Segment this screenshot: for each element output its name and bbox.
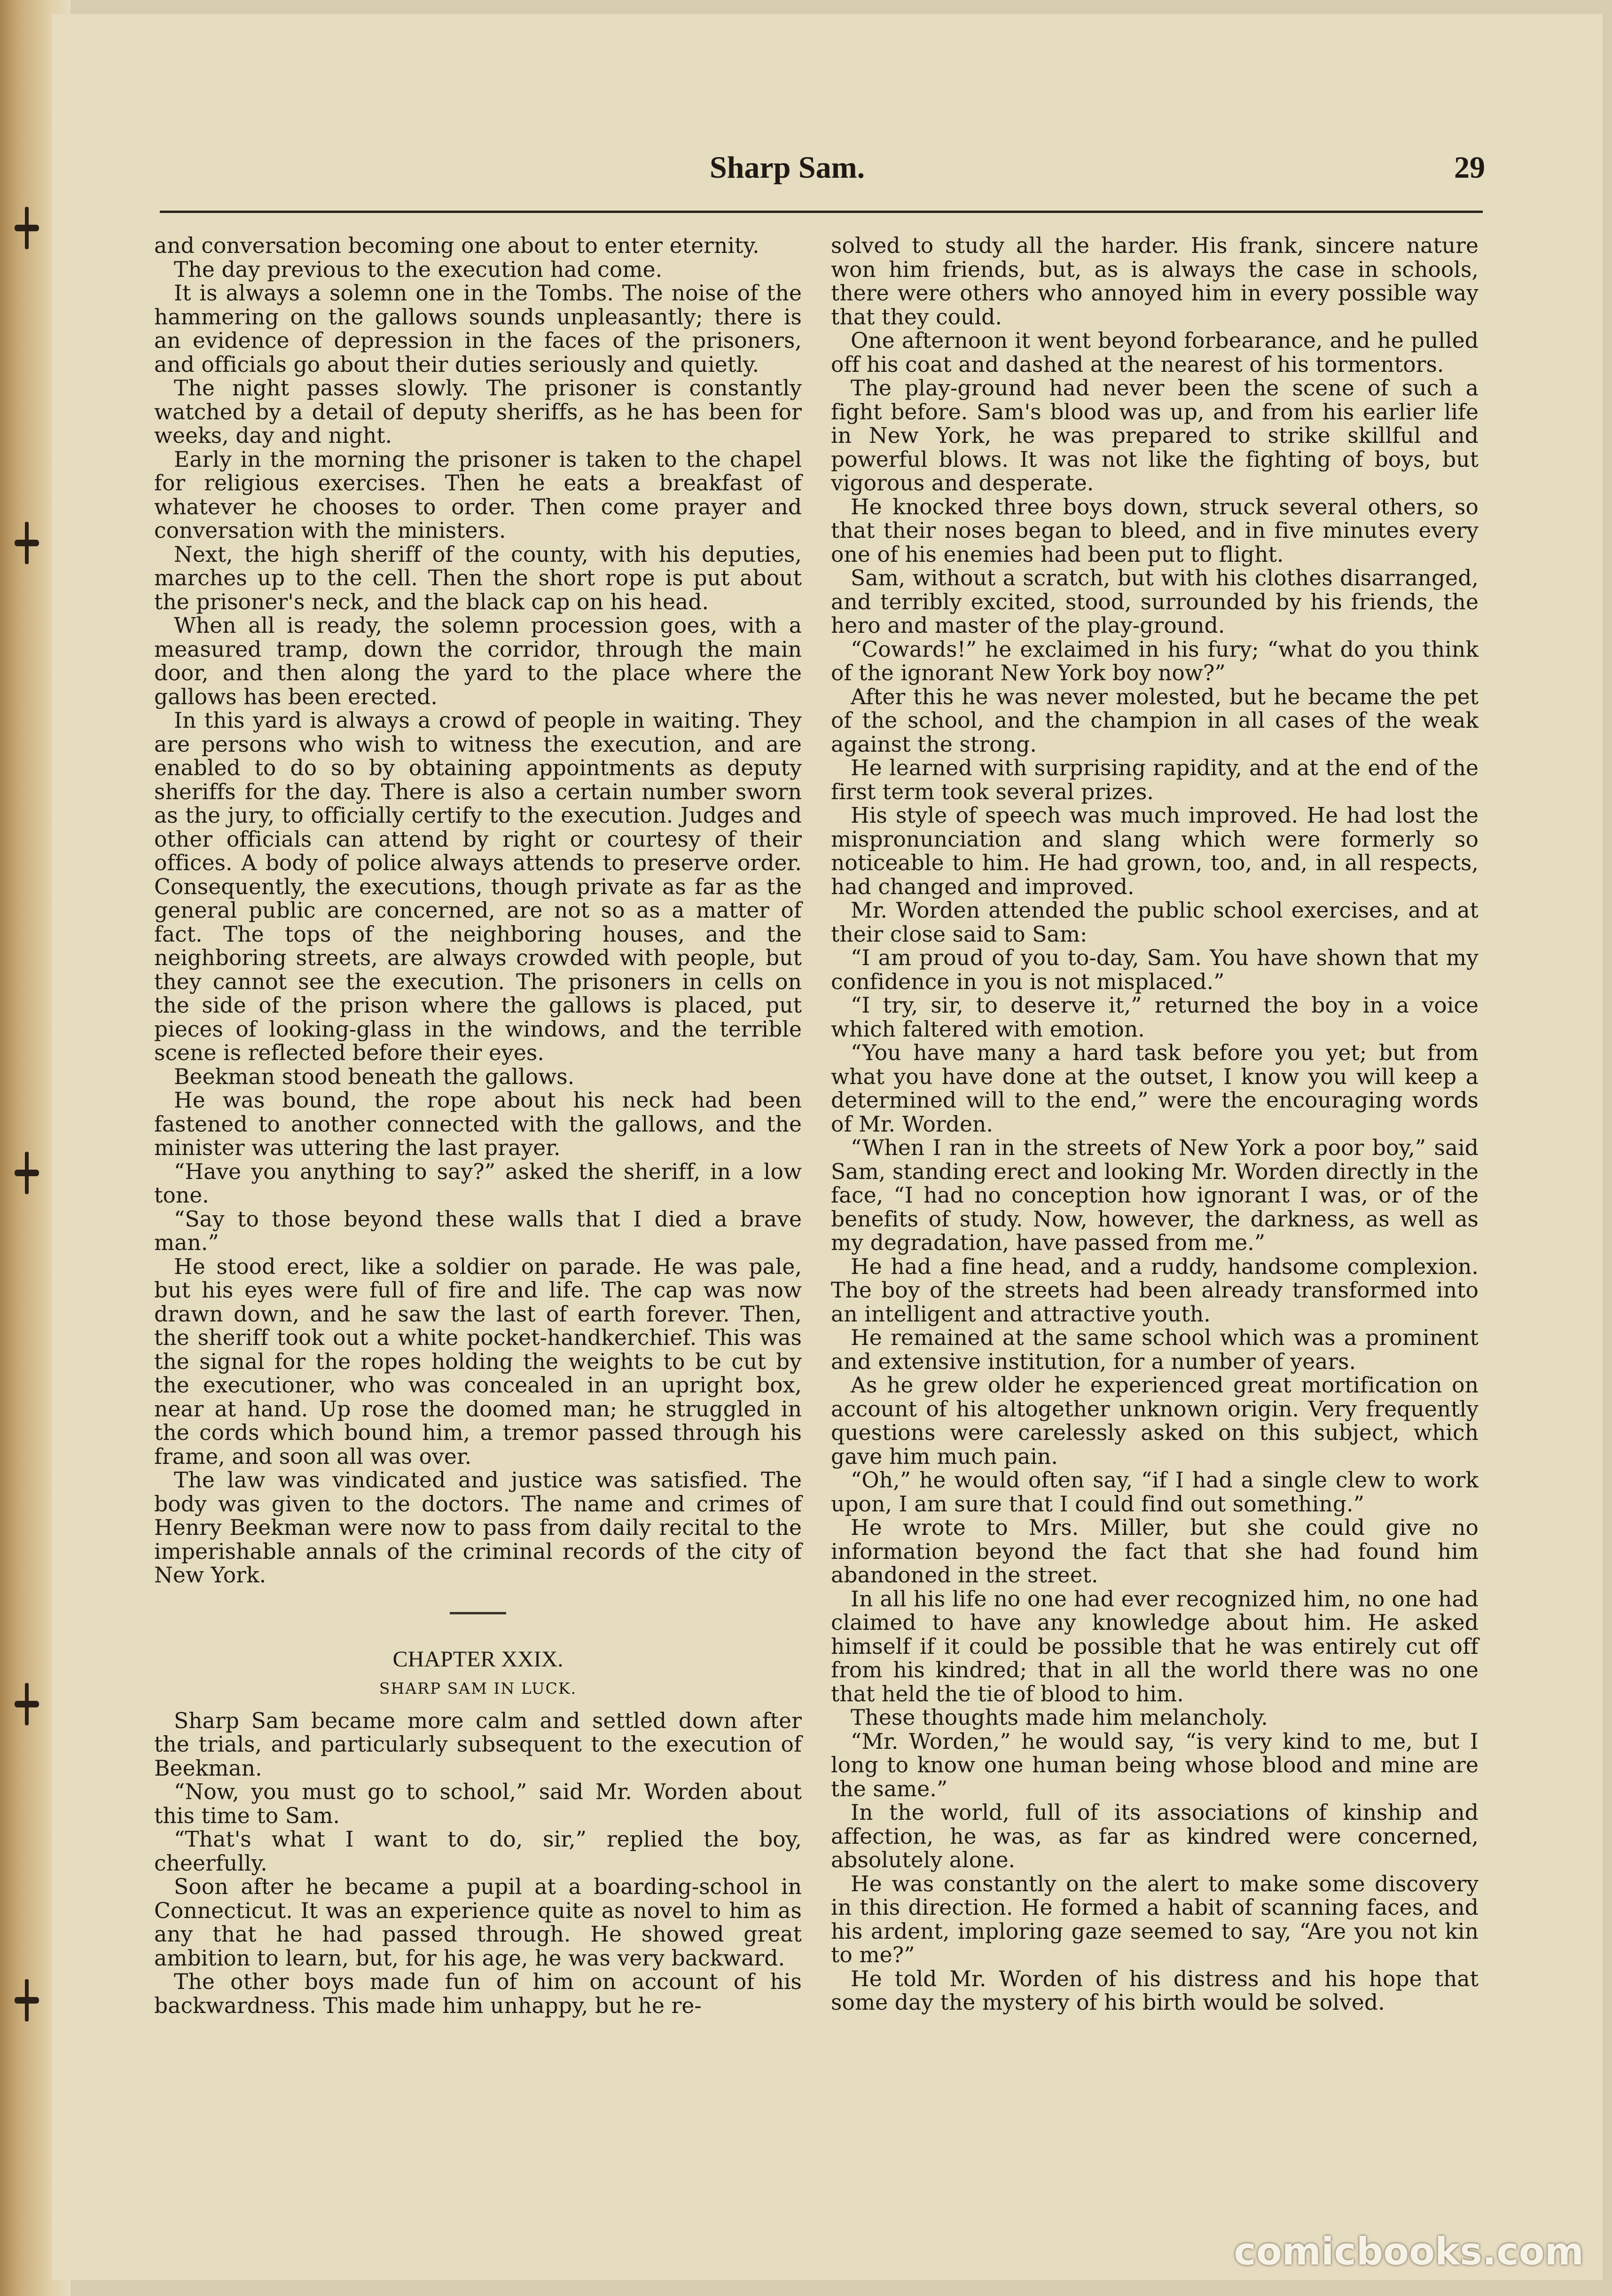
- paragraph: “Say to those beyond these walls that I died a brave man.”: [154, 1206, 802, 1255]
- paragraph: In all his life no one had ever recognized him, no one had claimed to have any knowledge about him. He asked himself if it could be possible that he was entirely cut off from his kindred; that in all the world there was no one that held the tie of blood to him.: [831, 1586, 1479, 1706]
- paragraph: “You have many a hard task before you yet; but from what you have done at the outset, I know you will keep a determined will to the end,” were the encouraging words of Mr. Worden.: [831, 1040, 1479, 1137]
- paragraph: It is always a solemn one in the Tombs. The noise of the hammering on the gallows sounds unpleasantly; there is an evidence of depression in the faces of the prisoners, and officials go about their duties seriously and quietly.: [154, 281, 802, 377]
- binding-stitch: [12, 207, 40, 249]
- binding-stitch: [12, 1683, 40, 1725]
- paragraph: “When I ran in the streets of New York a poor boy,” said Sam, standing erect and looking Mr. Worden directly in the face, “I had no conception how ignorant I was, or of the benefits of study. Now, however, the darkness, as well as my degradation, have passed from me.”: [831, 1135, 1479, 1255]
- paragraph: Sam, without a scratch, but with his clothes disarranged, and terribly excited, stood, surrounded by his friends, the hero and master of the play-ground.: [831, 566, 1479, 638]
- paragraph: He wrote to Mrs. Miller, but she could give no information beyond the fact that she had found him abandoned in the street.: [831, 1515, 1479, 1588]
- paragraph: He stood erect, like a soldier on parade. He was pale, but his eyes were full of fire and life. The cap was now drawn down, and he saw the last of earth forever. Then, the sheriff took out a white pocket-handkerchief. This was the signal for the ropes holding the weights to be cut by the executioner, who was concealed in an upright box, near at hand. Up rose the doomed man; he struggled in the cords which bound him, a tremor passed through his frame, and soon all was over.: [154, 1254, 802, 1469]
- right-paragraph-list: [831, 234, 1479, 2015]
- paragraph: One afternoon it went beyond forbearance, and he pulled off his coat and dashed at the nearest of his tormentors.: [831, 328, 1479, 377]
- paragraph: When all is ready, the solemn procession goes, with a measured tramp, down the corridor, through the main door, and then along the yard to the place where the gallows has been erected.: [154, 613, 802, 709]
- paragraph: He was bound, the rope about his neck had been fastened to another connected with the gallows, and the minister was uttering the last prayer.: [154, 1088, 802, 1160]
- paragraph: He learned with surprising rapidity, and at the end of the first term took several prizes.: [831, 755, 1479, 804]
- chapter-subtitle: SHARP SAM IN LUCK.: [379, 1679, 577, 1698]
- paragraph: Next, the high sheriff of the county, with his deputies, marches up to the cell. Then the short rope is put about the prisoner's neck, and the black cap on his head.: [154, 542, 802, 614]
- paragraph: In the world, full of its associations of kinship and affection, he was, as far as kindred were concerned, absolutely alone.: [831, 1800, 1479, 1872]
- paragraph: The play-ground had never been the scene of such a fight before. Sam's blood was up, and from his earlier life in New York, he was prepared to strike skillful and powerful blows. It was not like the fighting of boys, but vigorous and desperate.: [831, 376, 1479, 495]
- site-watermark: comicbooks.com: [1234, 2230, 1584, 2273]
- left-text-column: [154, 234, 802, 2018]
- binding-stitch: [12, 1152, 40, 1194]
- paragraph: His style of speech was much improved. He had lost the mispronunciation and slang which were formerly so noticeable to him. He had grown, too, and, in all respects, had changed and improved.: [831, 803, 1479, 899]
- running-head-title: Sharp Sam.: [710, 150, 865, 185]
- paragraph: Mr. Worden attended the public school exercises, and at their close said to Sam:: [831, 898, 1479, 947]
- binding-stitch: [12, 1979, 40, 2021]
- paragraph: Sharp Sam became more calm and settled down after the trials, and particularly subsequent to the execution of Beekman.: [154, 1708, 802, 1781]
- paragraph: He knocked three boys down, struck several others, so that their noses began to bleed, and in five minutes every one of his enemies had been put to flight.: [831, 494, 1479, 567]
- paragraph: He told Mr. Worden of his distress and his hope that some day the mystery of his birth would be solved.: [831, 1966, 1479, 2015]
- paragraph: “Oh,” he would often say, “if I had a single clew to work upon, I am sure that I could find out something.”: [831, 1468, 1479, 1517]
- paragraph: The night passes slowly. The prisoner is constantly watched by a detail of deputy sheriffs, as he has been for weeks, day and night.: [154, 376, 802, 448]
- paragraph: Early in the morning the prisoner is taken to the chapel for religious exercises. Then he eats a breakfast of whatever he chooses to order. Then come prayer and conversation with the ministers.: [154, 447, 802, 543]
- paragraph: As he grew older he experienced great mortification on account of his altogether unknown origin. Very frequently questions were carelessly asked on this subject, which gave him much pain.: [831, 1373, 1479, 1469]
- paragraph: After this he was never molested, but he became the pet of the school, and the champion in all cases of the weak against the strong.: [831, 684, 1479, 757]
- paragraph: “Cowards!” he exclaimed in his fury; “what do you think of the ignorant New York boy now?”: [831, 637, 1479, 685]
- paragraph: “That's what I want to do, sir,” replied the boy, cheerfully.: [154, 1827, 802, 1876]
- paragraph: and conversation becoming one about to enter eternity.: [154, 233, 759, 258]
- chapter-title: CHAPTER XXIX.: [392, 1646, 563, 1672]
- paragraph: The day previous to the execution had come.: [174, 257, 663, 282]
- paragraph: solved to study all the harder. His frank, sincere nature won him friends, but, as is always the case in schools, there were others who annoyed him in every possible way that they could.: [831, 233, 1479, 330]
- paragraph: “I try, sir, to deserve it,” returned the boy in a voice which faltered with emotion.: [831, 993, 1479, 1042]
- binding-stitch: [12, 522, 40, 564]
- paragraph: The law was vindicated and justice was satisfied. The body was given to the doctors. The name and crimes of Henry Beekman were now to pass from daily recital to the imperishable annals of the criminal records of the city of New York.: [154, 1468, 802, 1588]
- right-text-column: [831, 234, 1479, 2015]
- section-separator: [450, 1612, 506, 1614]
- paragraph: He was constantly on the alert to make some discovery in this direction. He formed a habit of scanning faces, and his ardent, imploring gaze seemed to say, “Are you not kin to me?”: [831, 1871, 1479, 1967]
- page-number: 29: [1454, 150, 1485, 185]
- chapter-paragraph-list: [154, 1709, 802, 2018]
- paragraph: The other boys made fun of him on account of his backwardness. This made him unhappy, but he re-: [154, 1969, 802, 2018]
- paragraph: These thoughts made him melancholy.: [851, 1705, 1268, 1730]
- paragraph: “I am proud of you to-day, Sam. You have shown that my confidence in you is not misplaced.”: [831, 945, 1479, 994]
- left-paragraph-list: [154, 234, 802, 1588]
- paragraph: “Now, you must go to school,” said Mr. Worden about this time to Sam.: [154, 1779, 802, 1828]
- paragraph: He remained at the same school which was a prominent and extensive institution, for a number of years.: [831, 1325, 1479, 1374]
- paragraph: Beekman stood beneath the gallows.: [174, 1064, 575, 1089]
- paragraph: “Have you anything to say?” asked the sheriff, in a low tone.: [154, 1159, 802, 1208]
- paragraph: He had a fine head, and a ruddy, handsome complexion. The boy of the streets had been already transformed into an intelligent and attractive youth.: [831, 1254, 1479, 1327]
- paragraph: “Mr. Worden,” he would say, “is very kind to me, but I long to know one human being whose blood and mine are the same.”: [831, 1729, 1479, 1801]
- paragraph: Soon after he became a pupil at a boarding-school in Connecticut. It was an experience quite as novel to him as any that he had passed through. He showed great ambition to learn, but, for his age, he was very backward.: [154, 1874, 802, 1971]
- paragraph: In this yard is always a crowd of people in waiting. They are persons who wish to witness the execution, and are enabled to do so by obtaining appointments as deputy sheriffs for the day. There is also a certain number sworn as the jury, to officially certify to the execution. Judges and other officials can attend by right or courtesy of their offices. A body of police always attends to preserve order. Consequently, the executions, though private as far as the general public are concerned, are not so as a matter of fact. The tops of the neighboring houses, and the neighboring streets, are always crowded with people, but they cannot see the execution. The prisoners in cells on the side of the prison where the gallows is placed, put pieces of looking-glass in the windows, and the terrible scene is reflected before their eyes.: [154, 708, 802, 1065]
- header-rule: [160, 211, 1483, 213]
